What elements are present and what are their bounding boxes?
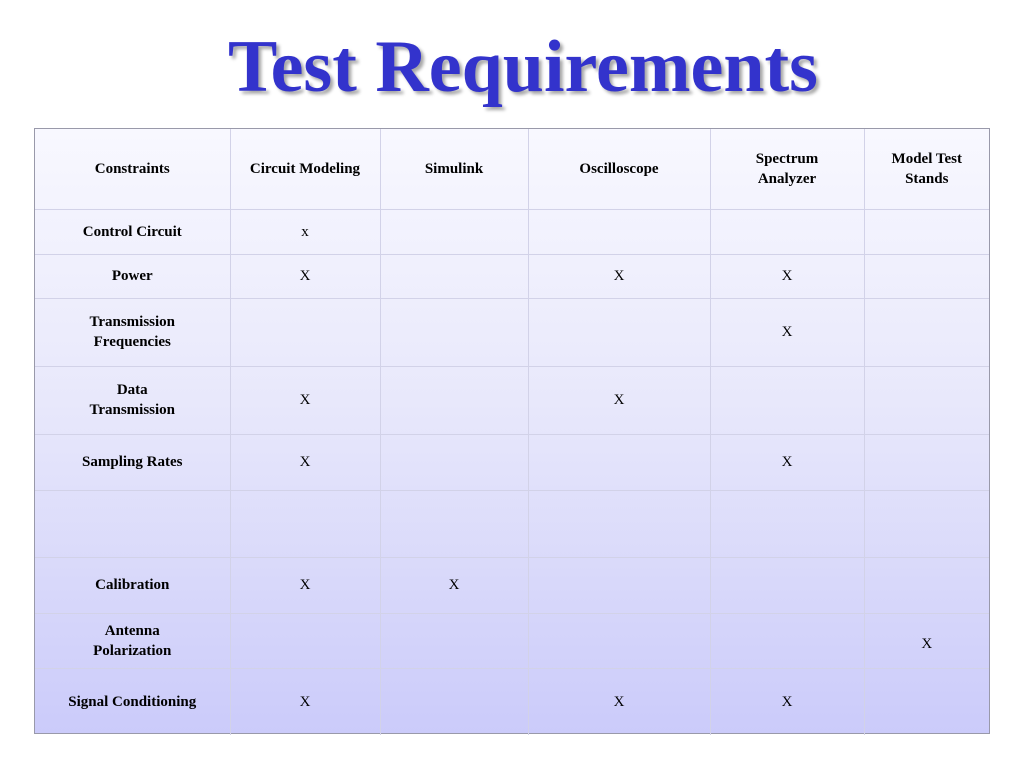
table-cell [380, 668, 528, 735]
table-cell [864, 209, 989, 254]
column-header: Simulink [380, 129, 528, 209]
column-header: Oscilloscope [528, 129, 710, 209]
table-cell [230, 298, 380, 366]
column-header: Circuit Modeling [230, 129, 380, 209]
table-cell: X [710, 668, 864, 735]
table-cell [864, 557, 989, 613]
table-header-row [35, 129, 989, 209]
row-label: Signal Conditioning [35, 668, 230, 735]
table-cell: X [710, 254, 864, 298]
table-cell [864, 366, 989, 434]
table-cell [864, 254, 989, 298]
table-cell [380, 613, 528, 668]
table-cell [380, 490, 528, 557]
row-label: Sampling Rates [35, 434, 230, 490]
table-cell [380, 209, 528, 254]
table-cell: x [230, 209, 380, 254]
table-row [35, 490, 989, 557]
table-row [35, 366, 989, 434]
table-cell [230, 490, 380, 557]
table-cell: X [230, 254, 380, 298]
row-label: Control Circuit [35, 209, 230, 254]
table-cell [380, 366, 528, 434]
table-cell [380, 298, 528, 366]
table-cell [864, 434, 989, 490]
row-label: Data Transmission [35, 366, 230, 434]
requirements-table-container [34, 128, 990, 734]
table-cell: X [230, 366, 380, 434]
table-cell [528, 613, 710, 668]
table-cell: X [528, 366, 710, 434]
table-row [35, 209, 989, 254]
table-cell: X [710, 298, 864, 366]
row-label: Transmission Frequencies [35, 298, 230, 366]
row-label: Calibration [35, 557, 230, 613]
table-cell: X [230, 434, 380, 490]
table-cell [230, 613, 380, 668]
row-label: Power [35, 254, 230, 298]
column-header: Constraints [35, 129, 230, 209]
column-header: Spectrum Analyzer [710, 129, 864, 209]
slide-title: Test Requirements [228, 26, 818, 108]
table-cell [710, 613, 864, 668]
table-row [35, 668, 989, 735]
row-label: Antenna Polarization [35, 613, 230, 668]
table-cell [710, 557, 864, 613]
table-cell: X [380, 557, 528, 613]
table-cell [864, 490, 989, 557]
table-row [35, 434, 989, 490]
table-cell: X [230, 557, 380, 613]
table-cell [528, 434, 710, 490]
table-cell [710, 209, 864, 254]
table-cell: X [528, 254, 710, 298]
column-header: Model Test Stands [864, 129, 989, 209]
table-row [35, 254, 989, 298]
table-cell [864, 298, 989, 366]
table-cell: X [710, 434, 864, 490]
table-row [35, 557, 989, 613]
table-cell [710, 490, 864, 557]
table-cell [864, 668, 989, 735]
table-cell: X [528, 668, 710, 735]
table-cell [380, 254, 528, 298]
table-cell [528, 298, 710, 366]
table-cell: X [864, 613, 989, 668]
table-cell: X [230, 668, 380, 735]
table-cell [528, 209, 710, 254]
table-row [35, 298, 989, 366]
table-cell [380, 434, 528, 490]
table-row [35, 613, 989, 668]
requirements-table [35, 129, 989, 735]
table-cell [528, 557, 710, 613]
row-label [35, 490, 230, 557]
table-cell [710, 366, 864, 434]
table-cell [528, 490, 710, 557]
